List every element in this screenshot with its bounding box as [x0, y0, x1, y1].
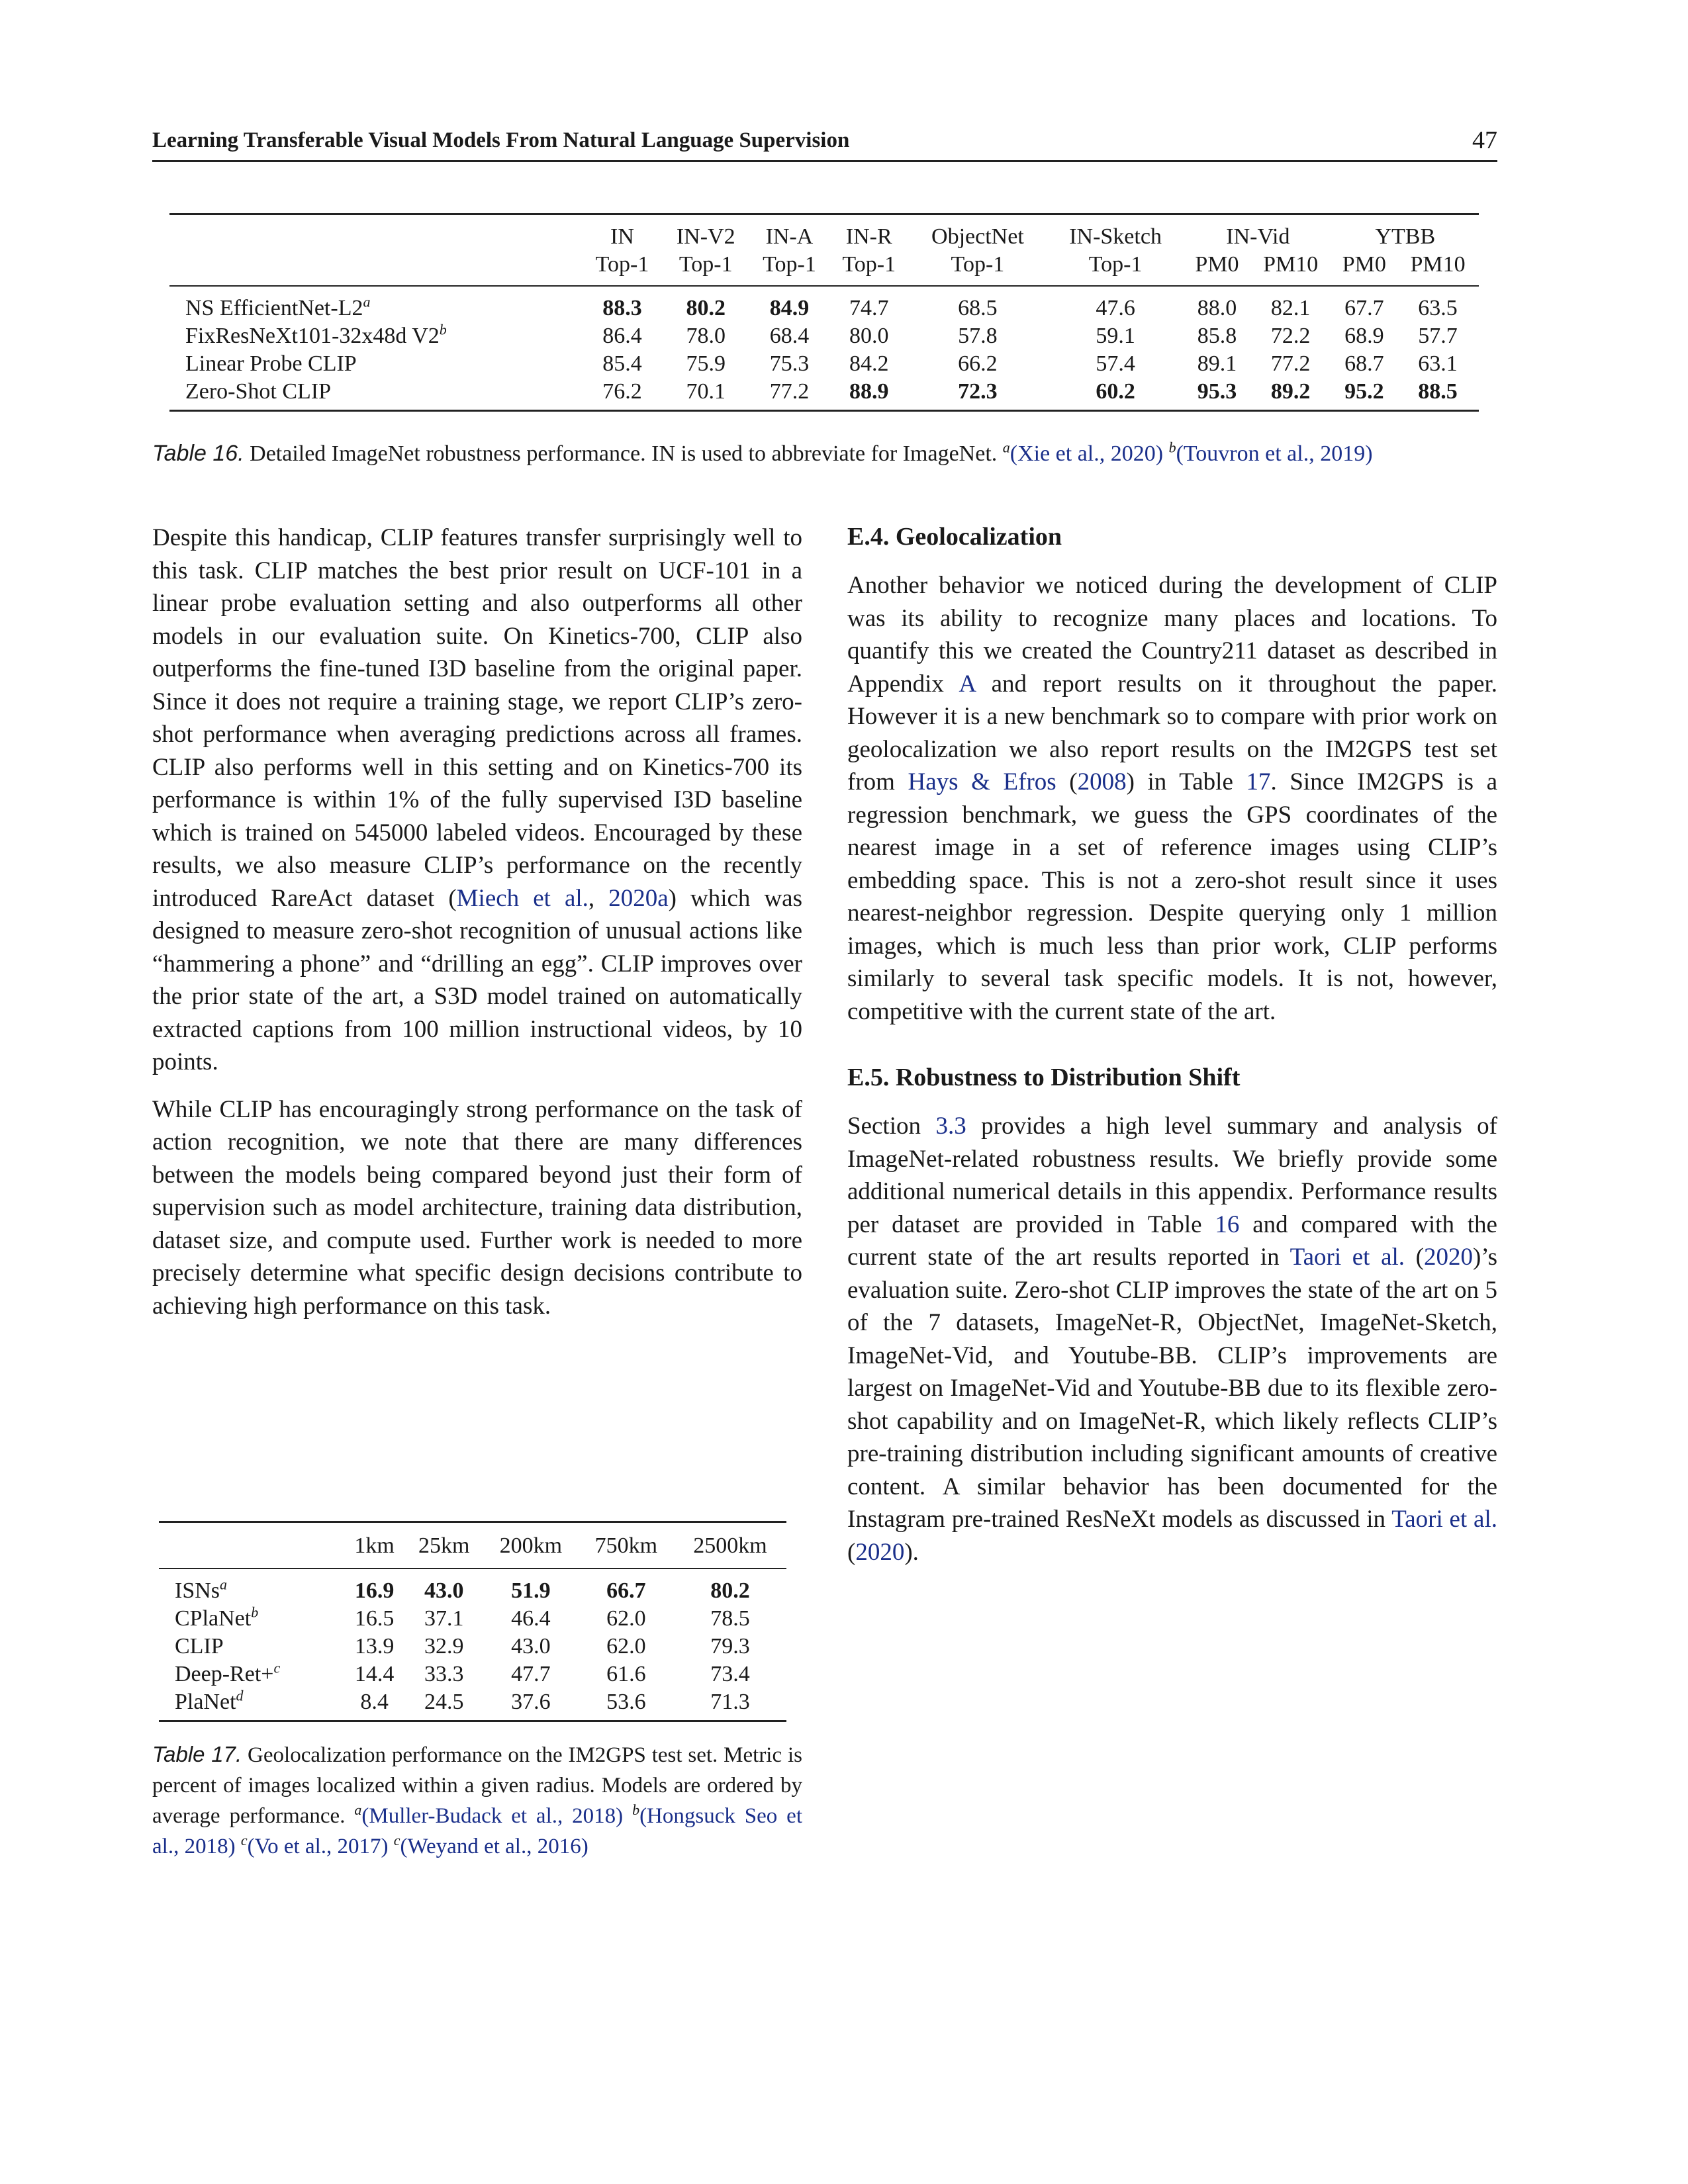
t17-row-label [159, 1688, 344, 1721]
t17-cell: 33.3 [424, 1662, 464, 1686]
t16-group-6: IN-Vid [1226, 224, 1290, 249]
t16-cell: 68.7 [1344, 351, 1384, 376]
text-run: ( [1056, 768, 1078, 796]
right-column [847, 522, 1497, 1583]
table-row [159, 1688, 786, 1721]
t16-cell: 72.3 [958, 379, 998, 404]
t16-cell: 82.1 [1270, 296, 1311, 320]
t17-cell: 24.5 [424, 1690, 464, 1714]
t16-cell: 66.2 [958, 351, 998, 376]
table-17-header-row [159, 1522, 786, 1569]
t17-cell: 14.4 [354, 1662, 395, 1686]
t16-cell: 95.2 [1344, 379, 1384, 404]
t16-cell: 57.8 [958, 324, 998, 348]
t16-row-label-text: NS EfficientNet-L2 [185, 296, 363, 320]
t16-cell: 63.1 [1418, 351, 1458, 376]
t17-row-label-text: Deep-Ret+ [175, 1662, 274, 1686]
left-column [152, 522, 802, 1337]
text-run: ( [1405, 1244, 1424, 1271]
paragraph-caveats: While CLIP has encouragingly strong performance on the task of action recognition, we note that there are many differences between the models being compared beyond just their form of supervision such as model architecture, training data distribution, dataset size, and compute used. Further work is needed to more precisely determine what specific design decisions contribute to achieving high performance on this task. [152, 1095, 802, 1320]
t16-subheader-0: Top-1 [595, 252, 649, 277]
table-16 [169, 213, 1479, 412]
t16-group-3: IN-R [845, 224, 892, 249]
caption-17-ref-d-sup: c [393, 1832, 400, 1848]
t16-row-label-text: Zero-Shot CLIP [185, 379, 332, 404]
t16-cell: 78.0 [686, 324, 726, 348]
t16-group-7: YTBB [1375, 224, 1436, 249]
t16-cell: 84.2 [849, 351, 889, 376]
t17-row-label-text: ISNs [175, 1578, 220, 1603]
table-row [159, 1633, 786, 1661]
table-row [169, 350, 1479, 378]
t16-cell: 67.7 [1344, 296, 1384, 320]
t17-row-label [159, 1569, 344, 1605]
t16-cell: 88.5 [1418, 379, 1458, 404]
t16-cell: 88.9 [849, 379, 889, 404]
table-16-corner [169, 214, 583, 251]
t17-cell: 78.5 [710, 1606, 750, 1631]
t16-cell: 89.1 [1197, 351, 1237, 376]
table-17-body [159, 1569, 786, 1721]
caption-16-ref-b-link[interactable]: (Touvron et al., 2019) [1176, 441, 1373, 466]
t16-cell: 57.4 [1096, 351, 1135, 376]
t17-header-3: 750km [594, 1533, 658, 1558]
t16-cell: 89.2 [1270, 379, 1311, 404]
t17-header-1: 25km [418, 1533, 470, 1558]
t17-cell: 79.3 [710, 1634, 750, 1659]
caption-17-ref-a-sup: a [354, 1801, 362, 1818]
table-16-caption-label: Table 16. [152, 441, 244, 466]
t16-group-2: IN-A [765, 224, 814, 249]
t16-cell: 75.9 [686, 351, 726, 376]
running-title: Learning Transferable Visual Models From Natural Language Supervision [152, 128, 850, 152]
citation-link-2020-2[interactable]: 2020 [855, 1538, 905, 1566]
t16-cell: 68.9 [1344, 324, 1384, 348]
t17-cell: 32.9 [424, 1634, 464, 1659]
table-17-corner [159, 1522, 344, 1569]
t16-subheader-1: Top-1 [679, 252, 733, 277]
text-run: and compared with the current state of the art results reported in [847, 1210, 1497, 1271]
t17-cell: 62.0 [606, 1606, 646, 1631]
t17-cell: 61.6 [606, 1662, 646, 1686]
t17-row-label [159, 1633, 344, 1661]
t16-cell: 85.8 [1197, 324, 1237, 348]
t17-header-4: 2500km [693, 1533, 767, 1558]
t16-cell: 68.5 [958, 296, 998, 320]
text-run: provides a high level summary and analysis of ImageNet-related robustness results. We briefly provide some additional numerical details in this appendix. Performance results per dataset are provided in Table [847, 1113, 1497, 1238]
t17-cell: 13.9 [354, 1634, 395, 1659]
caption-17-ref-b-sup: b [632, 1801, 640, 1818]
t16-cell: 84.9 [769, 296, 810, 320]
table-row [169, 286, 1479, 322]
t17-cell: 80.2 [710, 1578, 750, 1603]
t16-cell: 59.1 [1096, 324, 1135, 348]
t17-row-label [159, 1605, 344, 1633]
caption-17-ref-c-link[interactable]: (Vo et al., 2017) [247, 1835, 389, 1858]
t16-cell: 74.7 [849, 296, 889, 320]
t17-cell: 37.1 [424, 1606, 464, 1631]
t16-cell: 95.3 [1197, 379, 1237, 404]
text-run: . Since IM2GPS is a regression benchmark, we guess the GPS coordinates of the nearest image in a set of reference images using CLIP’s embedding space. This is not a zero-shot result since it uses nearest-neighbor regression. Despite querying only 1 million images, which is much less than prior work, CLIP performs similarly to several task specific models. It is not, however, competitive with the current state of the art. [847, 768, 1497, 1025]
table-17-caption-text: Geolocalization performance on the IM2GPS test set. Metric is percent of images localized within a given radius. Models are ordered by average performance. [152, 1743, 803, 1828]
t16-cell: 57.7 [1418, 324, 1458, 348]
text-run: ). [904, 1538, 919, 1566]
t17-row-label-sup: d [236, 1687, 244, 1704]
text-run: Despite this handicap, CLIP features transfer surprisingly well to this task. CLIP matches the best prior result on UCF-101 in a linear probe evaluation setting and also outperforms all other models in our evaluation suite. On Kinetics-700, CLIP also outperforms the fine-tuned I3D baseline from the original paper. Since it does not require a training stage, we report CLIP’s zero-shot performance when averaging predictions across all frames. CLIP also performs well in this setting and on Kinetics-700 its performance is within 1% of the fully supervised I3D baseline which is trained on 545000 labeled videos. Encouraged by these results, we also measure CLIP’s performance on the recently introduced RareAct dataset ( [152, 524, 802, 912]
t16-cell: 88.0 [1197, 296, 1237, 320]
section-link-3-3[interactable]: 3.3 [935, 1113, 966, 1140]
caption-17-ref-d-link[interactable]: (Weyand et al., 2016) [400, 1835, 588, 1858]
page-number: 47 [1472, 126, 1497, 154]
table-row [169, 322, 1479, 350]
paragraph-action-recognition [152, 522, 802, 1079]
table-17-caption-label: Table 17. [152, 1742, 242, 1766]
caption-17-ref-a-link[interactable]: (Muller-Budack et al., 2018) [361, 1804, 624, 1828]
t16-subheader-6: PM0 [1195, 252, 1239, 277]
t16-row-label [169, 322, 583, 350]
citation-link-miech[interactable]: Miech et al. [456, 884, 588, 912]
t16-cell: 88.3 [602, 296, 642, 320]
t17-cell: 43.0 [424, 1578, 464, 1603]
t16-cell: 77.2 [769, 379, 810, 404]
paragraph-robustness [847, 1110, 1497, 1569]
t16-subheader-7: PM10 [1263, 252, 1319, 277]
t16-row-label-sup: b [439, 321, 447, 338]
t16-cell: 76.2 [602, 379, 642, 404]
t16-cell: 80.0 [849, 324, 889, 348]
table-16-subheader-corner [169, 251, 583, 286]
table-row [169, 378, 1479, 411]
text-run: ) in Table [1126, 768, 1246, 796]
t16-subheader-9: PM10 [1410, 252, 1466, 277]
text-run: , [588, 884, 609, 912]
text-run: ( [847, 1538, 856, 1566]
t16-cell: 70.1 [686, 379, 726, 404]
t16-group-5: IN-Sketch [1069, 224, 1162, 249]
section-spacer [847, 1042, 1497, 1062]
t16-group-0: IN [610, 224, 634, 249]
t17-row-label-text: CPlaNet [175, 1606, 252, 1631]
running-header [152, 126, 1497, 162]
t16-group-4: ObjectNet [931, 224, 1024, 249]
table-16-caption-text: Detailed ImageNet robustness performance. IN is used to abbreviate for ImageNet. [244, 441, 1003, 466]
text-run: and report results on it throughout the paper. However it is a new benchmark so to compare with prior work on geolocalization we also report results on the IM2GPS test set from [847, 670, 1497, 796]
t16-row-label [169, 286, 583, 322]
table-link-17[interactable]: 17 [1246, 768, 1271, 796]
section-heading-robustness: E.5. Robustness to Distribution Shift [847, 1064, 1241, 1091]
citation-link-taori-2[interactable]: Taori et al. [1391, 1506, 1498, 1533]
t17-cell: 66.7 [606, 1578, 646, 1603]
t17-cell: 43.0 [511, 1634, 551, 1659]
t16-subheader-8: PM0 [1342, 252, 1386, 277]
table-16-subheader-row [169, 251, 1479, 286]
t17-cell: 53.6 [606, 1690, 646, 1714]
citation-link-2020[interactable]: 2020 [1424, 1244, 1473, 1271]
t17-cell: 37.6 [511, 1690, 551, 1714]
t17-cell: 71.3 [710, 1690, 750, 1714]
citation-link-taori[interactable]: Taori et al. [1289, 1244, 1405, 1271]
t16-cell: 80.2 [686, 296, 726, 320]
caption-16-ref-a-link[interactable]: (Xie et al., 2020) [1009, 441, 1164, 466]
section-heading-geolocalization: E.4. Geolocalization [847, 523, 1062, 551]
table-17 [159, 1521, 786, 1722]
t17-cell: 46.4 [511, 1606, 551, 1631]
t16-row-label [169, 378, 583, 411]
t16-cell: 47.6 [1096, 296, 1135, 320]
t16-cell: 77.2 [1270, 351, 1311, 376]
appendix-link-a[interactable]: A [959, 670, 976, 698]
t17-cell: 8.4 [360, 1690, 389, 1714]
t17-row-label-text: CLIP [175, 1634, 224, 1659]
t16-row-label-text: Linear Probe CLIP [185, 351, 357, 376]
citation-link-2008[interactable]: 2008 [1077, 768, 1127, 796]
table-row [159, 1569, 786, 1605]
paragraph-geolocalization [847, 569, 1497, 1028]
text-run: Another behavior we noticed during the development of CLIP was its ability to recognize many places and locations. To quantify this we created the Country211 dataset as described in Appendix [847, 572, 1497, 698]
t17-row-label-sup: a [220, 1576, 228, 1593]
text-run: Section [847, 1113, 936, 1140]
table-row [159, 1605, 786, 1633]
t16-cell: 68.4 [769, 324, 810, 348]
t17-cell: 16.5 [354, 1606, 395, 1631]
t17-cell: 62.0 [606, 1634, 646, 1659]
text-run: )’s evaluation suite. Zero-shot CLIP improves the state of the art on 5 of the 7 datasets, ImageNet-R, ObjectNet, ImageNet-Sketch, ImageNet-Vid, and Youtube-BB. CLIP’s improvements are largest on ImageNet-Vid and Youtube-BB due to its flexible zero-shot capability and on ImageNet-R, which likely reflects CLIP’s pre-training distribution including significant amounts of creative content. A similar behavior has been documented for the Instagram pre-trained ResNeXt models as discussed in [847, 1244, 1497, 1533]
caption-17-ref-b-link[interactable]: (Hongsuck Seo et al., 2018) [152, 1804, 802, 1858]
t17-row-label-sup: c [273, 1659, 281, 1676]
caption-16-ref-a-sup: a [1002, 439, 1010, 456]
t17-cell: 73.4 [710, 1662, 750, 1686]
t17-header-0: 1km [354, 1533, 395, 1558]
t17-cell: 47.7 [511, 1662, 551, 1686]
t16-row-label-sup: a [363, 293, 371, 310]
t17-row-label [159, 1661, 344, 1688]
t16-cell: 60.2 [1096, 379, 1135, 404]
t16-row-label [169, 350, 583, 378]
table-17-caption [152, 1739, 802, 1862]
citation-link-hays-efros[interactable]: Hays & Efros [908, 768, 1056, 796]
citation-link-2020a[interactable]: 2020a [608, 884, 669, 912]
table-16-body [169, 286, 1479, 411]
t16-group-1: IN-V2 [676, 224, 735, 249]
t16-cell: 85.4 [602, 351, 642, 376]
t16-subheader-5: Top-1 [1088, 252, 1143, 277]
caption-16-ref-b-sup: b [1168, 439, 1176, 456]
t16-subheader-3: Top-1 [842, 252, 896, 277]
t17-header-2: 200km [499, 1533, 563, 1558]
t16-subheader-2: Top-1 [763, 252, 816, 277]
t17-row-label-text: PlaNet [175, 1690, 236, 1714]
table-link-16[interactable]: 16 [1215, 1210, 1240, 1238]
t17-row-label-sup: b [251, 1604, 259, 1621]
caption-17-ref-c-sup: c [240, 1832, 248, 1848]
t16-cell: 63.5 [1418, 296, 1458, 320]
t16-cell: 72.2 [1270, 324, 1311, 348]
t16-row-label-text: FixResNeXt101-32x48d V2 [185, 324, 440, 348]
table-row [159, 1661, 786, 1688]
t17-cell: 16.9 [354, 1578, 395, 1603]
table-16-caption [152, 441, 1497, 467]
text-run: ) which was designed to measure zero-shot recognition of unusual actions like “hammering a phone” and “drilling an egg”. CLIP improves over the prior state of the art, a S3D model trained on automatically extracted captions from 100 million instructional videos, by 10 points. [152, 884, 802, 1075]
t16-subheader-4: Top-1 [951, 252, 1005, 277]
t17-cell: 51.9 [511, 1578, 551, 1603]
t16-cell: 86.4 [602, 324, 642, 348]
t16-cell: 75.3 [769, 351, 810, 376]
